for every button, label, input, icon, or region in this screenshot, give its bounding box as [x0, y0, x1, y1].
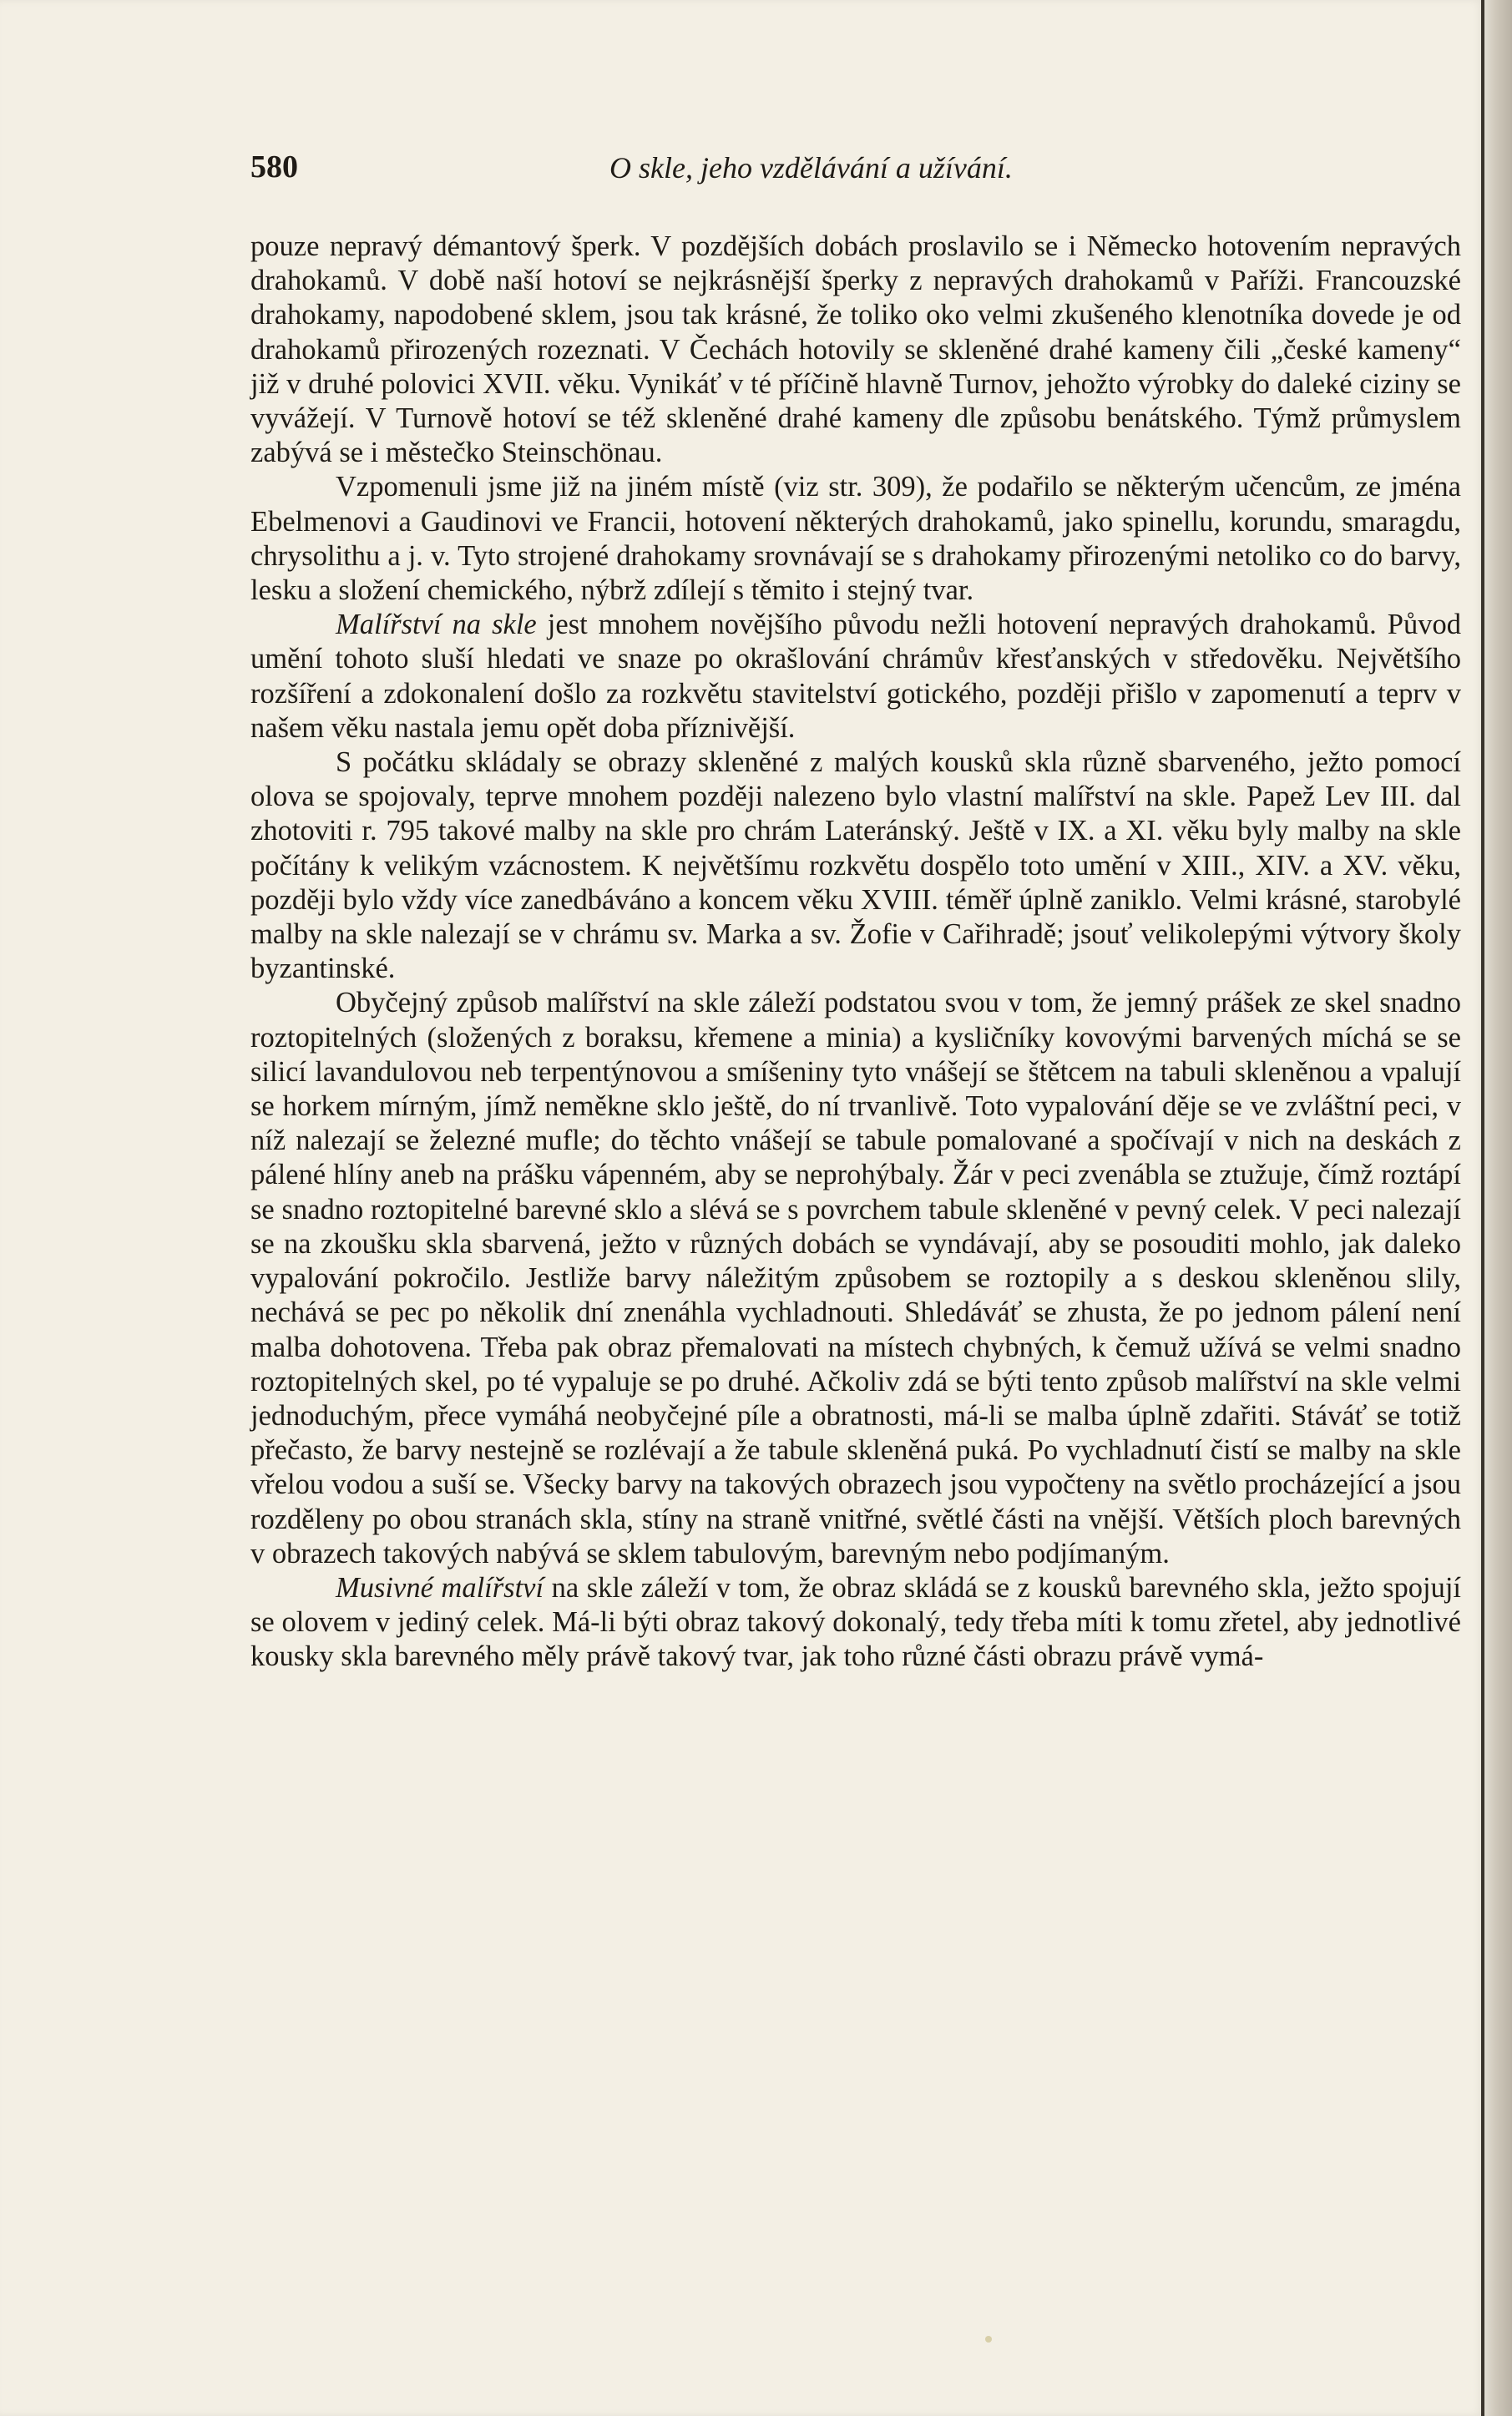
paragraph-synthetic-gems — [250, 470, 1461, 608]
paragraph-text: S počátku skládaly se obrazy skleněné z malých kousků skla různě sbarveného, ježto pomocí olova se spojovaly, teprve mnohem později nalezeno bylo vlastní malířství na skle. Papež Lev III. dal zhotoviti r. 795 takové malby na skle pro chrám Lateránský. Ještě v IX. a XI. věku byly malby na skle počítány k velikým vzácnostem. K největšímu rozkvětu dospělo toto umění v XIII., XIV. a XV. věku, později bylo vždy více zanedbáváno a koncem věku XVIII. téměř úplně zaniklo. Velmi krásné, starobylé malby na skle nalezají se v chrámu sv. Marka a sv. Žofie v Cařihradě; jsouť velikolepými výtvory školy byzantinské. — [250, 746, 1461, 985]
body-text — [250, 230, 1461, 1675]
paragraph-mosaic — [250, 1571, 1461, 1675]
paragraph-history — [250, 746, 1461, 986]
paragraph-text: Obyčejný způsob malířství na skle záleží podstatou svou v tom, že jemný prášek ze skel snadno roztopitelných (složených z boraksu, křemene a minia) a kysličníky kovovými barvených míchá se se silicí lavandulovou neb terpentýnovou a smíšeniny tyto vnášejí se štětcem na tabuli skleněnou a vpalují se horkem mírným, jímž neměkne sklo ještě, do ní trvanlivě. Toto vypalování děje se ve zvláštní peci, v níž nalezají se železné mufle; do těchto vnášejí se tabule pomalované a spočívají v nich na deskách z pálené hlíny aneb na prášku vápenném, aby se neprohýbaly. Žár v peci zvenábla se ztužuje, čímž roztápí se snadno roztopitelné barevné sklo a slévá se s povrchem tabule skleněné v pevný celek. V peci nalezají se na zkoušku skla sbarvená, ježto v různých dobách se vyndávají, aby se posouditi mohlo, jak daleko vypalování pokročilo. Jestliže barvy náležitým způsobem se roztopily a s deskou skleněnou slily, nechává se pec po několik dní znenáhla vychladnouti. Shledáváť se zhusta, že po jednom pálení není malba dohotovena. Třeba pak obraz přemalovati na místech chybných, k čemuž užívá se velmi snadno roztopitelných skel, po té vypaluje se po druhé. Ačkoliv zdá se býti tento způsob malířství na skle velmi jednoduchým, přece vymáhá neobyčejné píle a obratnosti, má-li se malba úplně zdařiti. Stáváť se totiž přečasto, že barvy nestejně se rozlévají a že tabule skleněná puká. Po vychladnutí čistí se malby na skle vřelou vodou a suší se. Všecky barvy na takových obrazech jsou vypočteny na světlo procházející a jsou rozděleny po obou stranách skla, stíny na straně vnitřné, světlé části na vnější. Větších ploch barevných v obrazech takových nabývá se sklem tabulovým, barevným nebo podjímaným. — [250, 987, 1461, 1569]
paragraph-lead: Musivné malířství — [336, 1571, 544, 1604]
paragraph-text: Vzpomenuli jsme již na jiném místě (viz str. 309), že podařilo se některým učencům, ze jména Ebelmenovi a Gaudinovi ve Francii, hotovení některých drahokamů, jako spinellu, korundu, smaragdu, chrysolithu a j. v. Tyto strojené drahokamy srovnávají se s drahokamy přirozenými netoliko co do barvy, lesku a složení chemického, nýbrž zdílejí s těmito i stejný tvar. — [250, 471, 1461, 607]
paragraph-false-gems — [250, 230, 1461, 470]
paragraph-method — [250, 986, 1461, 1570]
paragraph-text: na skle záleží v tom, že obraz skládá se z kousků barevného skla, ježto spojují se olovem v jediný celek. Má-li býti obraz takový dokonalý, tedy třeba míti k tomu zřetel, aby jednotlivé kousky skla barevného měly právě takový tvar, jak toho různé části obrazu právě vymá- — [250, 1571, 1462, 1673]
paragraph-glass-painting — [250, 608, 1461, 746]
running-title: O skle, jeho vzdělávání a užívání. — [609, 151, 1013, 184]
page-number: 580 — [250, 149, 298, 184]
page-header — [250, 149, 1461, 199]
book-edge — [1484, 0, 1512, 2416]
paragraph-text: jest mnohem novějšího původu nežli hotovení nepravých drahokamů. Původ umění tohoto sluší hledati ve snaze po okrašlování chrámův křesťanských v středověku. Největšího rozšíření a zdokonalení došlo za rozkvětu stavitelství gotického, později přišlo v zapomenutí a teprv v našem věku nastala jemu opět doba příznivější. — [250, 609, 1461, 744]
paper-smudge — [985, 2336, 992, 2343]
paragraph-text: pouze nepravý démantový šperk. V pozdějších dobách proslavilo se i Německo hotovením nepravých drahokamů. V době naší hotoví se nejkrásnější šperky z nepravých drahokamů v Paříži. Francouzské drahokamy, napodobené sklem, jsou tak krásné, že toliko oko velmi zkušeného klenotníka dovede je od drahokamů přirozených rozeznati. V Čechách hotovily se skleněné drahé kameny čili „české kameny“ již v druhé polovici XVII. věku. Vynikáť v té příčině hlavně Turnov, jehožto výrobky do daleké ciziny se vyvážejí. V Turnově hotoví se též skleněné drahé kameny dle způsobu benátského. Týmž průmyslem zabývá se i městečko Steinschönau. — [250, 230, 1461, 469]
paragraph-lead: Malířství na skle — [336, 609, 537, 641]
